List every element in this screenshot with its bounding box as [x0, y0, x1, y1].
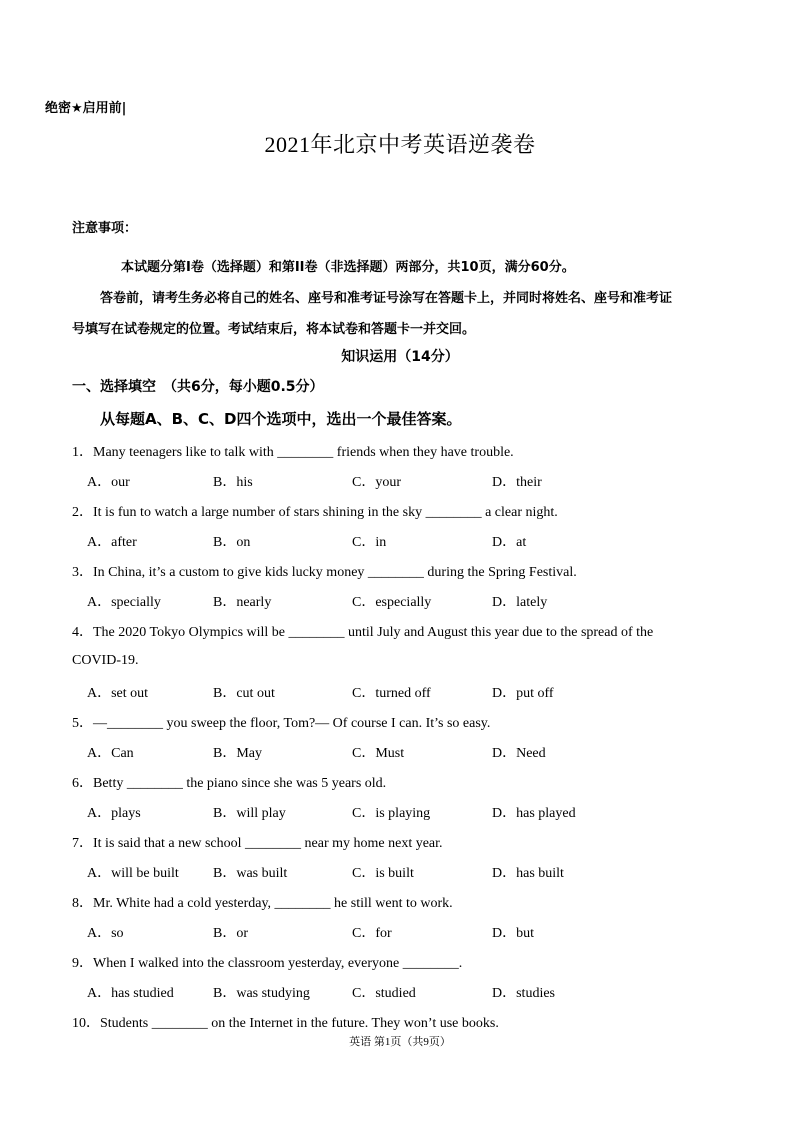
- option-d: D．put off: [492, 686, 554, 701]
- option-c: C．is playing: [352, 806, 431, 821]
- page-title: 2021年北京中考英语逆袭卷: [264, 132, 536, 157]
- question-stem: 7．It is said that a new school ________ near my home next year.: [72, 836, 443, 851]
- option-c: C．your: [352, 475, 401, 490]
- option-b: B．or: [213, 926, 248, 941]
- question-stem-continued: COVID-19.: [72, 653, 139, 668]
- section-title: 知识运用（14分）: [341, 349, 459, 365]
- notice-paragraph-3: 号填写在试卷规定的位置。考试结束后，将本试卷和答题卡一并交回。: [72, 322, 476, 337]
- option-a: A．Can: [87, 746, 134, 761]
- option-a: A．specially: [87, 595, 161, 610]
- option-d: D．has built: [492, 866, 564, 881]
- question-stem: 6．Betty ________ the piano since she was 5 years old.: [72, 776, 387, 791]
- question-stem: 5．—________ you sweep the floor, Tom?— Of course I can. It’s so easy.: [72, 716, 491, 731]
- option-c: C．turned off: [352, 686, 431, 701]
- option-c: C．especially: [352, 595, 432, 610]
- notice-paragraph-2: 答卷前，请考生务必将自己的姓名、座号和准考证号涂写在答题卡上，并同时将姓名、座号和准考证: [100, 291, 673, 306]
- question-stem: 8．Mr. White had a cold yesterday, ________ he still went to work.: [72, 896, 453, 911]
- option-d: D．has played: [492, 806, 576, 821]
- option-a: A．will be built: [87, 866, 179, 881]
- option-a: A．our: [87, 475, 130, 490]
- option-c: C．for: [352, 926, 392, 941]
- option-b: B．cut out: [213, 686, 275, 701]
- notice-paragraph-1: 本试题分第I卷（选择题）和第II卷（非选择题）两部分，共10页，满分60分。: [121, 260, 575, 275]
- option-b: B．May: [213, 746, 262, 761]
- option-c: C．studied: [352, 986, 416, 1001]
- option-a: A．so: [87, 926, 124, 941]
- secret-mark: 绝密★启用前|: [45, 101, 127, 116]
- option-d: D．studies: [492, 986, 555, 1001]
- option-b: B．his: [213, 475, 253, 490]
- option-b: B．nearly: [213, 595, 272, 610]
- option-b: B．will play: [213, 806, 286, 821]
- question-stem: 2．It is fun to watch a large number of stars shining in the sky ________ a clear night.: [72, 505, 558, 520]
- option-d: D．at: [492, 535, 527, 550]
- option-b: B．on: [213, 535, 251, 550]
- question-stem: 3．In China, it’s a custom to give kids lucky money ________ during the Spring Festival.: [72, 565, 577, 580]
- option-c: C．in: [352, 535, 387, 550]
- notice-heading: 注意事项：: [72, 221, 138, 236]
- option-d: D．Need: [492, 746, 546, 761]
- page-footer: 英语 第1页（共9页）: [349, 1036, 451, 1048]
- option-a: A．set out: [87, 686, 149, 701]
- option-d: D．but: [492, 926, 534, 941]
- option-d: D．lately: [492, 595, 548, 610]
- question-stem: 1．Many teenagers like to talk with ________ friends when they have trouble.: [72, 445, 514, 460]
- option-a: A．after: [87, 535, 137, 550]
- option-a: A．plays: [87, 806, 141, 821]
- option-a: A．has studied: [87, 986, 174, 1001]
- option-b: B．was built: [213, 866, 288, 881]
- question-stem: 10．Students ________ on the Internet in the future. They won’t use books.: [72, 1016, 499, 1031]
- part-title: 一、选择填空 （共6分，每小题0.5分）: [72, 379, 324, 395]
- option-c: C．is built: [352, 866, 414, 881]
- question-stem: 9．When I walked into the classroom yesterday, everyone ________.: [72, 956, 463, 971]
- option-c: C．Must: [352, 746, 405, 761]
- option-b: B．was studying: [213, 986, 310, 1001]
- instruction: 从每题A、B、C、D四个选项中，选出一个最佳答案。: [100, 410, 462, 428]
- question-stem: 4．The 2020 Tokyo Olympics will be ________ until July and August this year due to the spread of the: [72, 625, 654, 640]
- option-d: D．their: [492, 475, 542, 490]
